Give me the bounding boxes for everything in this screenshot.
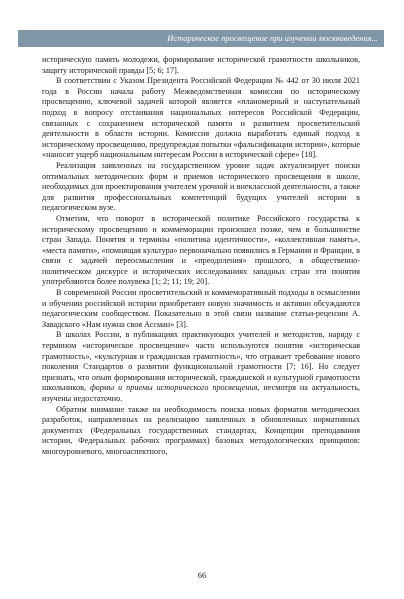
- emphasis-text: формы и приемы исторического просвещения: [89, 383, 258, 393]
- paragraph: В соответствии с Указом Президента Российской Федерации № 442 от 30 июля 2021 года в России начала работу Межведомственная комиссия по историческому просвещению, ключевой задачей которой является «планомерный и наступательный подход в вопросу отстаивания национальных интересов Российской Федерации, связанных с сохранением исторической памяти и развитием просветительской деятельности в области истории. Комиссия должна выработать единый подход к историческому просвещению, предупреждая попытки «фальсификации истории», которые «наносят ущерб национальным интересам России в исторической сфере» [18].: [42, 76, 360, 160]
- paragraph: историческую память молодежи, формирование исторической грамотности школьников, защиту исторической правды [5; 6; 17].: [42, 55, 360, 75]
- emphasis-text: опыт: [91, 372, 112, 382]
- body-text: [42, 55, 360, 458]
- paragraph: Отметим, что поворот в исторической политике Российского государства к историческому просвещению и коммеморации произошел позже, чем в большинстве стран Запада. Понятия и термины «политика идентичности», «коллективная память», «места памяти», «помнящая культура» первоначально появились в Германии и Франции, в связи с задачей переосмысления и «преодоления» прошлого, в общественно-политическом дискурсе и исторических исследованиях западных стран эти понятия употребляются более полувека [1; 2; 11; 19; 20].: [42, 213, 360, 287]
- paragraph-text: , несмотря на актуальность, изучены недостаточно.: [42, 383, 360, 403]
- running-header: [18, 30, 384, 47]
- paragraph-text: В школах России, в публикациях практикующих учителей и методистов, наряду с термином «историческое просвещение» часто используются понятия «историческая грамотность», «культурная и гражданская грамотность», что отражает требование нового поколения Стандартов о развитии функциональной грамотности [7; 16]. Но следует признать, что: [42, 330, 360, 382]
- running-header-title: Историческое просвещение при изучении москвоведения...: [167, 34, 378, 43]
- paragraph: [42, 330, 360, 404]
- paragraph: Обратим внимание также на необходимость поиска новых форматов методических разработок, направленных на реализацию заявленных в обновленных нормативных документах (Федеральных государственных стандартах, Концепции преподавания истории, Федеральных рабочих программах) базовых методологических принципов: многоуровневого, многоаспектного,: [42, 404, 360, 456]
- paragraph: В современной России просветительский и коммеморативный подходы в осмыслении и обучении российской истории приобретают новую значимость и активно обсуждаются педагогическим сообществом. Показательно в этой связи название статьи-рецензии А. Завадского «Нам нужна своя Ассман» [3].: [42, 288, 360, 329]
- page-number: 66: [197, 571, 207, 580]
- paragraph-text: формирования исторической, гражданской и культурной грамотности школьников,: [42, 372, 360, 393]
- paragraph: Реализация заявленных на государственном уровне задач актуализирует поиски оптимальных методических форм и приемов исторического просвещения в школе, необходимых для проектирования учителем урочной и внеклассной деятельности, а также для развития профессиональных компетенций будущих учителей истории в педагогическом вузе.: [42, 160, 360, 213]
